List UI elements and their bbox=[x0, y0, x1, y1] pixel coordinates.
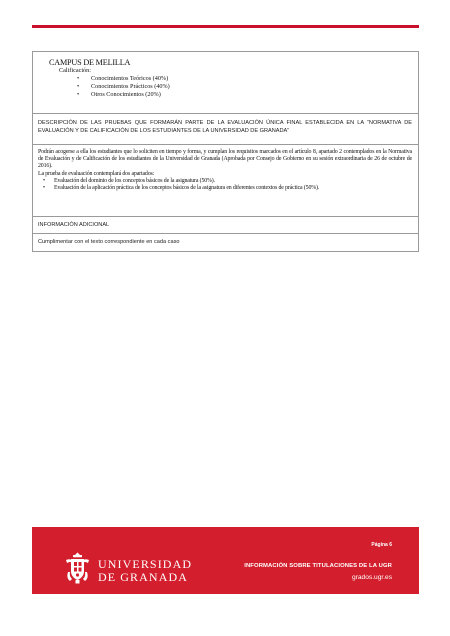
campus-section bbox=[33, 52, 418, 114]
additional-info-heading-row bbox=[33, 217, 418, 234]
description-section bbox=[33, 114, 418, 145]
list-item: • Evaluación del dominio de los conceptos básicos de la asignatura (50%). bbox=[43, 177, 215, 184]
bullet-icon: • bbox=[77, 75, 80, 82]
website-link[interactable]: grados.ugr.es bbox=[352, 574, 392, 581]
info-title: INFORMACIÓN SOBRE TITULACIONES DE LA UGR bbox=[244, 563, 392, 569]
calificacion-label: Calificación: bbox=[59, 67, 91, 74]
evaluation-paragraph: Podrán acogerse a ella los estudiantes que lo soliciten en tiempo y forma, y cumplan los requisitos marcados en el artículo 8, apartado 2 contemplados en la Normativa de Evaluación y de Calificación de los estudiantes de la Universidad de Granada (Aprobada por Consejo de Gobierno en su sesión extraordinaria de 26 de octubre de 2016). bbox=[38, 149, 412, 170]
university-name-line2: DE GRANADA bbox=[98, 570, 188, 584]
footer-banner bbox=[32, 527, 419, 594]
bullet-icon: • bbox=[43, 177, 45, 184]
evaluation-section bbox=[33, 145, 418, 217]
additional-info-heading: INFORMACIÓN ADICIONAL bbox=[38, 222, 110, 228]
guide-table bbox=[32, 51, 419, 252]
header-rule bbox=[32, 25, 419, 28]
additional-info-text-row bbox=[33, 234, 418, 251]
calificacion-list bbox=[49, 75, 412, 99]
campus-title: CAMPUS DE MELILLA bbox=[49, 58, 131, 67]
list-item: • Conocimientos Teóricos (40%) bbox=[77, 75, 169, 82]
description-heading: DESCRIPCIÓN DE LAS PRUEBAS QUE FORMARÁN PARTE DE LA EVALUACIÓN ÚNICA FINAL ESTABLECIDA EN LA “NORMATIVA DE EVALUACIÓN Y DE CALIFICACIÓN DE LOS ESTUDIANTES DE LA UNIVERSIDAD DE GRANADA” bbox=[38, 120, 412, 134]
list-item: • Conocimientos Prácticos (40%) bbox=[77, 83, 170, 90]
bullet-icon: • bbox=[77, 83, 80, 90]
university-name-line1: UNIVERSIDAD bbox=[98, 557, 193, 571]
list-item: • Otros Conocimientos (20%) bbox=[77, 91, 161, 98]
bullet-icon: • bbox=[43, 185, 45, 192]
additional-info-text: Cumplimentar con el texto correspondiente en cada caso bbox=[38, 239, 180, 245]
evaluation-list bbox=[38, 178, 412, 192]
university-crest-icon bbox=[64, 552, 91, 584]
page-number: Página 6 bbox=[371, 542, 392, 548]
list-item: • Evaluación de la aplicación práctica de los conceptos básicos de la asignatura en diferentes contextos de práctica (50%). bbox=[43, 185, 320, 192]
bullet-icon: • bbox=[77, 91, 80, 98]
evaluation-intro: La prueba de evaluación contemplará dos apartados: bbox=[38, 170, 155, 177]
